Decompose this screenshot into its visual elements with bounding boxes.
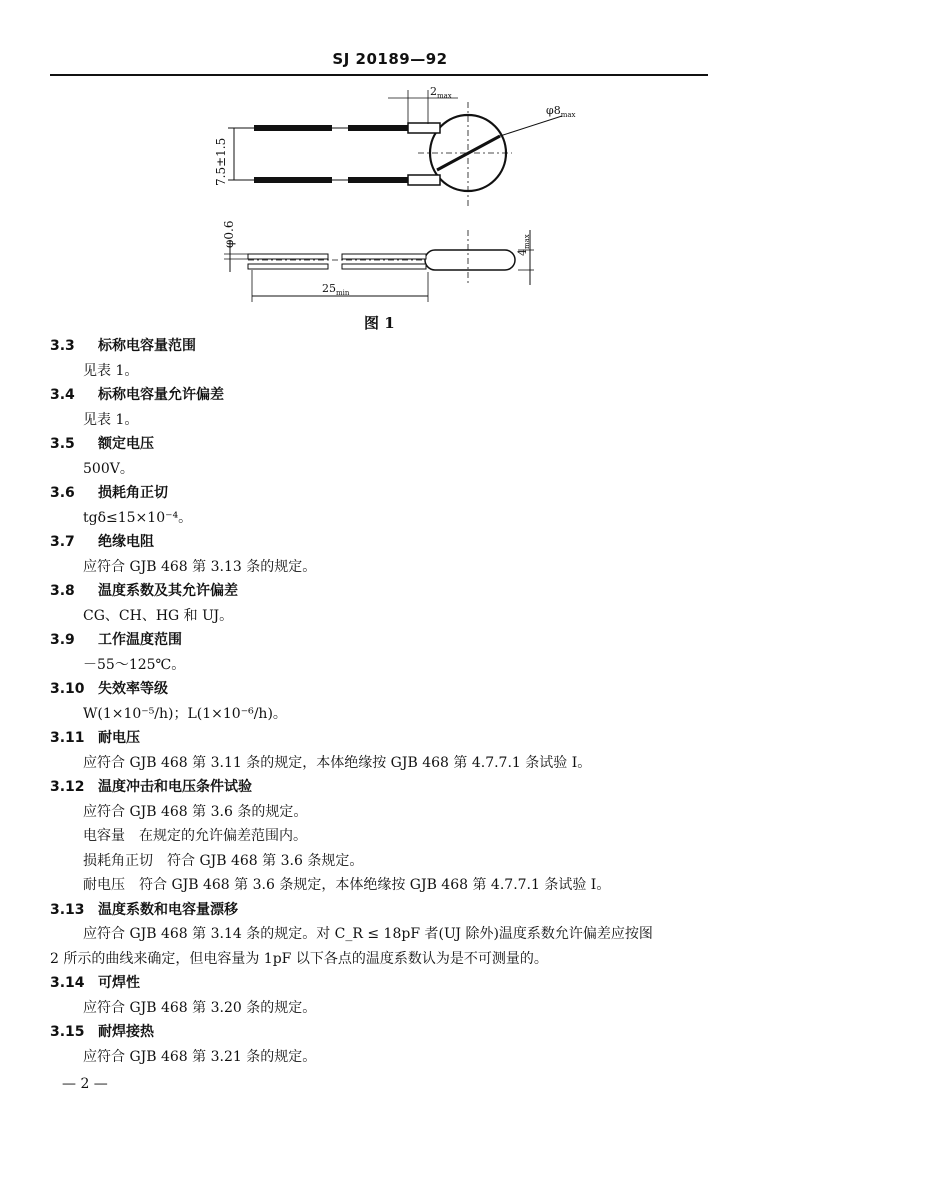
clause-number: 3.10 <box>50 681 85 697</box>
clause-3-3 <box>50 334 730 383</box>
clause-3-14 <box>50 971 730 1020</box>
clause-number: 3.8 <box>50 583 75 599</box>
clause-3-7 <box>50 530 730 579</box>
side-lead-upper-b <box>342 254 426 259</box>
figure-1-capacitor-drawing <box>200 80 580 312</box>
clause-text: 500V。 <box>83 460 134 477</box>
clause-text: 应符合 GJB 468 第 3.11 条的规定，本体绝缘按 GJB 468 第 4.7.7.1 条试验 Ⅰ。 <box>83 754 592 771</box>
clause-heading <box>50 432 730 457</box>
clause-number: 3.6 <box>50 485 75 501</box>
clause-text: 见表 1。 <box>83 362 139 379</box>
side-lead-lower-a <box>248 264 328 269</box>
dim-offset: $2_{max}$ <box>430 85 452 100</box>
clause-number: 3.7 <box>50 534 75 550</box>
lower-lead-seg3 <box>408 175 440 185</box>
dim-body-diameter: $\varphi 8_{max}$ <box>546 104 576 119</box>
clause-3-15 <box>50 1020 730 1069</box>
clause-text: 电容量 在规定的允许偏差范围内。 <box>83 828 307 844</box>
side-lead-lower-b <box>342 264 426 269</box>
clause-number: 3.11 <box>50 730 85 746</box>
clause-3-5 <box>50 432 730 481</box>
clause-number: 3.12 <box>50 779 85 795</box>
clause-3-6 <box>50 481 730 530</box>
clause-title: 温度系数及其允许偏差 <box>98 583 238 599</box>
clause-heading <box>50 726 730 751</box>
clause-text: 应符合 GJB 468 第 3.21 条的规定。 <box>83 1048 317 1065</box>
clause-title: 额定电压 <box>98 436 154 452</box>
clause-heading <box>50 579 730 604</box>
upper-lead-seg1 <box>254 125 332 131</box>
clause-3-13 <box>50 898 730 972</box>
dim-lead-diameter: φ0.6 <box>222 220 236 248</box>
clause-text: 应符合 GJB 468 第 3.13 条的规定。 <box>83 558 317 575</box>
document-code: SJ 20189—92 <box>332 50 448 68</box>
clause-title: 绝缘电阻 <box>98 534 154 550</box>
clause-heading <box>50 334 730 359</box>
clause-title: 耐电压 <box>98 730 140 746</box>
clause-heading <box>50 677 730 702</box>
clause-heading <box>50 971 730 996</box>
clause-heading <box>50 530 730 555</box>
clause-number: 3.14 <box>50 975 85 991</box>
diameter-leader <box>500 116 562 136</box>
clause-title: 损耗角正切 <box>98 485 168 501</box>
clause-heading <box>50 1020 730 1045</box>
clause-number: 3.15 <box>50 1024 85 1040</box>
clause-text: 应符合 GJB 468 第 3.6 条的规定。 <box>83 803 308 820</box>
clause-number: 3.3 <box>50 338 75 354</box>
upper-lead-seg2 <box>348 125 408 131</box>
body-side-view <box>425 250 515 270</box>
upper-lead-seg3 <box>408 123 440 133</box>
clause-title: 标称电容量范围 <box>98 338 196 354</box>
clause-title: 温度冲击和电压条件试验 <box>98 779 252 795</box>
clause-heading <box>50 898 730 923</box>
clause-text: 见表 1。 <box>83 411 139 428</box>
clause-text: －55～125℃。 <box>83 656 186 673</box>
clause-heading <box>50 775 730 800</box>
header-rule <box>50 74 708 76</box>
side-lead-upper-a <box>248 254 328 259</box>
clause-text: 损耗角正切 符合 GJB 468 第 3.6 条规定。 <box>83 852 364 869</box>
clause-list <box>50 334 730 1069</box>
figure-caption: 图 1 <box>364 314 395 332</box>
clause-text: tgδ≤15×10⁻⁴。 <box>83 509 193 526</box>
page-number: — 2 — <box>62 1076 108 1092</box>
clause-text: CG、CH、HG 和 UJ。 <box>83 607 234 624</box>
clause-3-9 <box>50 628 730 677</box>
dim-lead-length: $25_{min}$ <box>322 282 350 297</box>
clause-title: 标称电容量允许偏差 <box>98 387 224 403</box>
clause-heading <box>50 383 730 408</box>
clause-heading <box>50 481 730 506</box>
clause-text: 耐电压 符合 GJB 468 第 3.6 条规定，本体绝缘按 GJB 468 第 4.7.7.1 条试验 Ⅰ。 <box>83 877 611 893</box>
clause-title: 温度系数和电容量漂移 <box>98 901 238 918</box>
clause-3-8 <box>50 579 730 628</box>
lower-lead-seg1 <box>254 177 332 183</box>
clause-text: 2 所示的曲线来确定，但电容量为 1pF 以下各点的温度系数认为是不可测量的。 <box>50 950 548 967</box>
clause-3-12 <box>50 775 730 898</box>
dim-thickness: $4_{max}$ <box>516 234 531 256</box>
clause-number: 3.5 <box>50 436 75 452</box>
clause-title: 工作温度范围 <box>98 632 182 648</box>
clause-number: 3.13 <box>50 901 85 918</box>
clause-number: 3.4 <box>50 387 75 403</box>
clause-text: 应符合 GJB 468 第 3.14 条的规定。对 C_R ≤ 18pF 者(UJ 除外)温度系数允许偏差应按图 <box>83 926 653 942</box>
clause-text: 应符合 GJB 468 第 3.20 条的规定。 <box>83 999 317 1016</box>
dim-lead-spacing: 7.5±1.5 <box>214 137 228 186</box>
lower-lead-seg2 <box>348 177 408 183</box>
clause-heading <box>50 628 730 653</box>
clause-3-4 <box>50 383 730 432</box>
clause-3-11 <box>50 726 730 775</box>
clause-3-10 <box>50 677 730 726</box>
clause-title: 耐焊接热 <box>98 1024 154 1040</box>
clause-number: 3.9 <box>50 632 75 648</box>
clause-text: W(1×10⁻⁵/h)；L(1×10⁻⁶/h)。 <box>83 705 287 722</box>
clause-title: 可焊性 <box>98 975 140 991</box>
clause-title: 失效率等级 <box>98 681 168 697</box>
